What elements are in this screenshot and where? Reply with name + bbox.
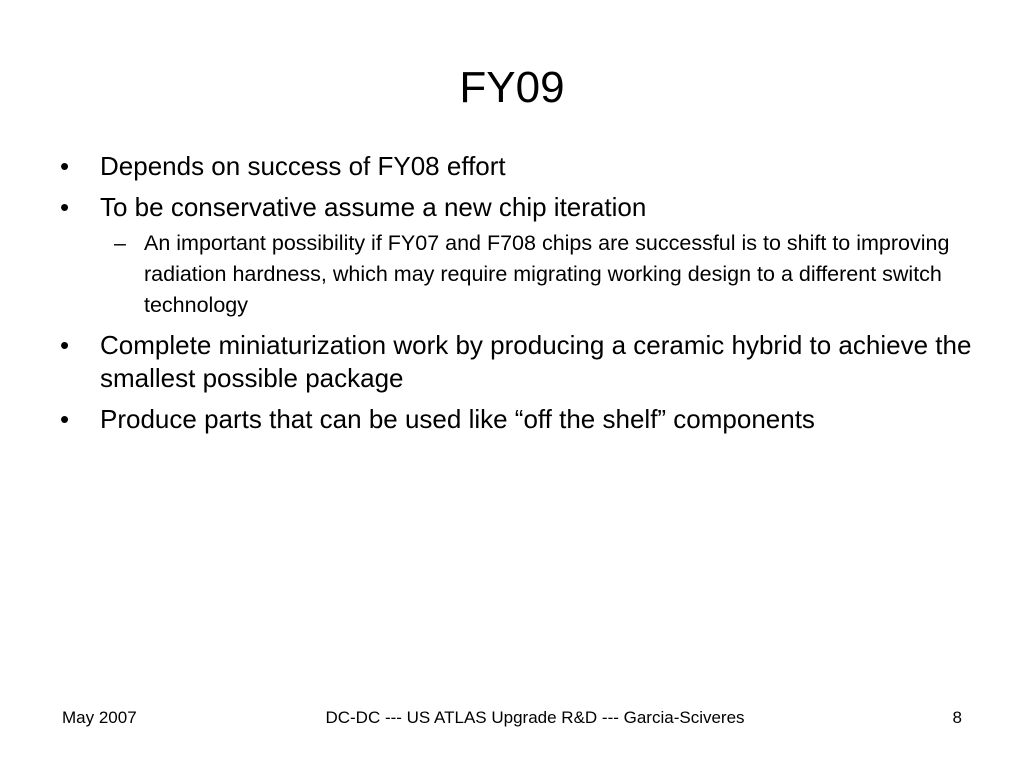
bullet-item: [58, 191, 978, 224]
bullet-item: [58, 403, 978, 436]
bullet-marker: •: [60, 330, 70, 360]
slide-content: [58, 150, 978, 444]
sub-bullet-text: An important possibility if FY07 and F708 chips are successful is to shift to improving radiation hardness, which may require migrating working design to a different switch technology: [144, 231, 950, 317]
sub-bullet-item: [58, 228, 959, 321]
sub-bullet-marker: –: [114, 231, 126, 255]
bullet-text: Produce parts that can be used like “off the shelf” components: [100, 404, 815, 434]
slide-number: 8: [952, 708, 962, 727]
bullet-marker: •: [60, 192, 70, 222]
bullet-text: Depends on success of FY08 effort: [100, 151, 506, 181]
bullet-item: [58, 329, 978, 395]
slide-title: FY09: [459, 63, 565, 112]
bullet-text: To be conservative assume a new chip iteration: [100, 192, 647, 222]
bullet-marker: •: [60, 151, 70, 181]
bullet-text: Complete miniaturization work by producing a ceramic hybrid to achieve the smallest possible package: [100, 330, 972, 393]
footer-title: DC-DC --- US ATLAS Upgrade R&D --- Garcia-Sciveres: [325, 708, 745, 727]
bullet-marker: •: [60, 404, 70, 434]
footer-date: May 2007: [62, 708, 137, 727]
bullet-item: [58, 150, 978, 183]
